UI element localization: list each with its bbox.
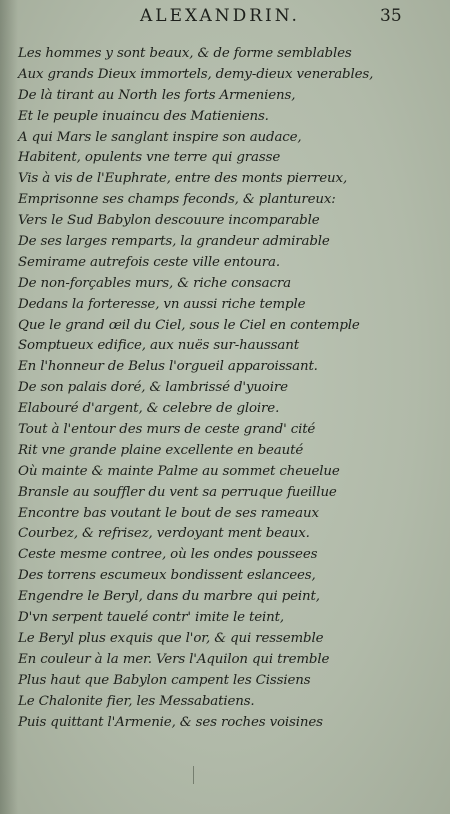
verse-line: Le Beryl plus exquis que l'or, & qui ressemble (18, 630, 324, 646)
verse-line: Où mainte & mainte Palme au sommet cheuelue (18, 463, 340, 479)
verse-line: En l'honneur de Belus l'orgueil apparoissant. (18, 359, 318, 375)
verse-line: Dedans la forteresse, vn aussi riche temple (18, 296, 306, 312)
verse-line: De non-forçables murs, & riche consacra (18, 275, 291, 291)
verse-line: Les hommes y sont beaux, & de forme semblables (18, 46, 352, 61)
verse-line: A qui Mars le sanglant inspire son audace, (18, 129, 302, 145)
verse-line: Ceste mesme contree, où les ondes poussees (18, 547, 318, 563)
verse-line: Rit vne grande plaine excellente en beauté (18, 442, 304, 458)
verse-line: Vers le Sud Babylon descouure incomparable (18, 213, 320, 229)
verse-line: De ses larges remparts, la grandeur admirable (18, 234, 330, 250)
verse-line: Elabouré d'argent, & celebre de gloire. (18, 401, 280, 417)
verse-line: Le Chalonite fier, les Messabatiens. (18, 693, 255, 709)
verse-line: De là tirant au North les forts Armeniens, (18, 87, 296, 103)
page-number: 35 (380, 6, 402, 26)
verse-line: Aux grands Dieux immortels, demy-dieux venerables, (18, 66, 374, 82)
verse-line: De son palais doré, & lambrissé d'yuoire (18, 380, 288, 396)
verse-line: Engendre le Beryl, dans du marbre qui peint, (18, 589, 320, 605)
verse-line: Emprisonne ses champs feconds, & plantureux: (18, 192, 336, 208)
verse-line: Des torrens escumeux bondissent eslancees, (18, 568, 316, 584)
verse-line: Plus haut que Babylon campent les Cissiens (18, 672, 311, 688)
verse-line: Puis quittant l'Armenie, & ses roches voisines (18, 714, 323, 730)
verse-line: Et le peuple inuaincu des Matieniens. (18, 108, 269, 124)
poem-text (18, 44, 443, 733)
verse-line: D'vn serpent tauelé contr' imite le teint, (18, 610, 284, 626)
verse-line: En couleur à la mer. Vers l'Aquilon qui tremble (18, 651, 330, 667)
verse-line: Courbez, & refrisez, verdoyant ment beaux. (18, 526, 310, 542)
verse-line: Habitent, opulents vne terre qui grasse (18, 150, 281, 166)
verse-line: Semirame autrefois ceste ville entoura. (18, 254, 280, 270)
verse-line: Somptueux edifice, aux nuës sur-haussant (18, 338, 299, 354)
verse-line: Bransle au souffler du vent sa perruque fueillue (18, 484, 337, 500)
gutter-shadow (0, 0, 18, 814)
verse-line: Tout à l'entour des murs de ceste grand' cité (18, 422, 316, 438)
ink-mark (193, 766, 194, 784)
verse-line: Que le grand œil du Ciel, sous le Ciel en contemple (18, 317, 360, 333)
verse-line: Encontre bas voutant le bout de ses rameaux (18, 505, 319, 521)
verse-line: Vis à vis de l'Euphrate, entre des monts pierreux, (18, 171, 348, 187)
running-title: ALEXANDRIN. (140, 6, 300, 26)
